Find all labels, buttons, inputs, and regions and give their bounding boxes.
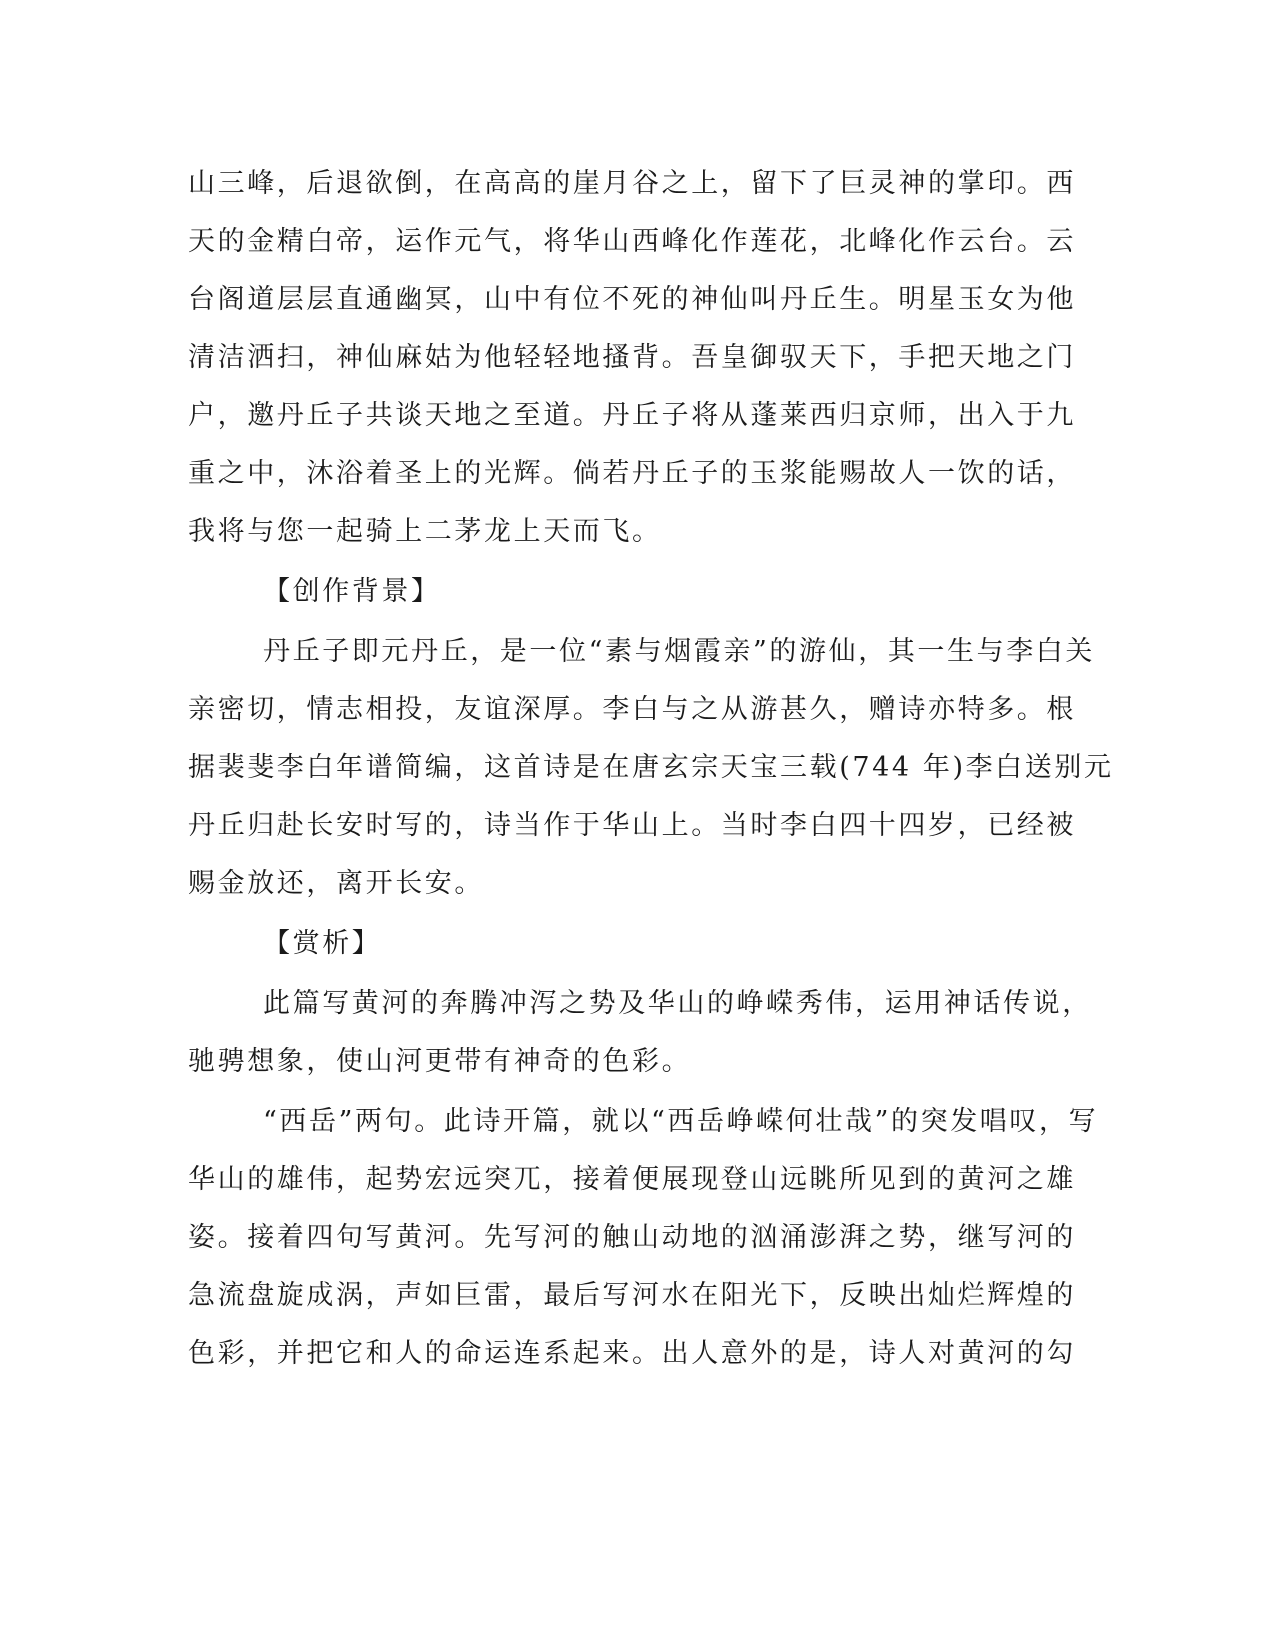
paragraph-line: 亲密切，情志相投，友谊深厚。李白与之从游甚久，赠诗亦特多。根 [188, 694, 1076, 725]
paragraph-line: 赐金放还，离开长安。 [188, 868, 484, 899]
paragraph-line: 清洁洒扫，神仙麻姑为他轻轻地搔背。吾皇御驭天下，手把天地之门 [188, 342, 1076, 373]
section-heading-background: 【创作背景】 [263, 576, 441, 607]
section-heading-analysis: 【赏析】 [263, 928, 382, 959]
paragraph-line: 色彩，并把它和人的命运连系起来。出人意外的是，诗人对黄河的勾 [188, 1338, 1076, 1369]
paragraph-line: 丹丘子即元丹丘，是一位“素与烟霞亲”的游仙，其一生与李白关 [263, 636, 1096, 667]
paragraph-line: 重之中，沐浴着圣上的光辉。倘若丹丘子的玉浆能赐故人一饮的话， [188, 458, 1076, 489]
paragraph-line: 此篇写黄河的奔腾冲泻之势及华山的峥嵘秀伟，运用神话传说， [263, 988, 1092, 1019]
paragraph-line: “西岳”两句。此诗开篇，就以“西岳峥嵘何壮哉”的突发唱叹，写 [263, 1106, 1099, 1137]
paragraph-line: 我将与您一起骑上二茅龙上天而飞。 [188, 516, 662, 547]
paragraph-line: 丹丘归赴长安时写的，诗当作于华山上。当时李白四十四岁，已经被 [188, 810, 1076, 841]
paragraph-line: 驰骋想象，使山河更带有神奇的色彩。 [188, 1046, 692, 1077]
paragraph-line: 急流盘旋成涡，声如巨雷，最后写河水在阳光下，反映出灿烂辉煌的 [188, 1280, 1076, 1311]
paragraph-line: 据裴斐李白年谱简编，这首诗是在唐玄宗天宝三载(744 年)李白送别元 [188, 752, 1114, 783]
paragraph-line: 天的金精白帝，运作元气，将华山西峰化作莲花，北峰化作云台。云 [188, 226, 1076, 257]
paragraph-line: 户，邀丹丘子共谈天地之至道。丹丘子将从蓬莱西归京师，出入于九 [188, 400, 1076, 431]
paragraph-line: 台阁道层层直通幽冥，山中有位不死的神仙叫丹丘生。明星玉女为他 [188, 284, 1076, 315]
paragraph-line: 山三峰，后退欲倒，在高高的崖月谷之上，留下了巨灵神的掌印。西 [188, 168, 1076, 199]
paragraph-line: 华山的雄伟，起势宏远突兀，接着便展现登山远眺所见到的黄河之雄 [188, 1164, 1076, 1195]
paragraph-line: 姿。接着四句写黄河。先写河的触山动地的汹涌澎湃之势，继写河的 [188, 1222, 1076, 1253]
